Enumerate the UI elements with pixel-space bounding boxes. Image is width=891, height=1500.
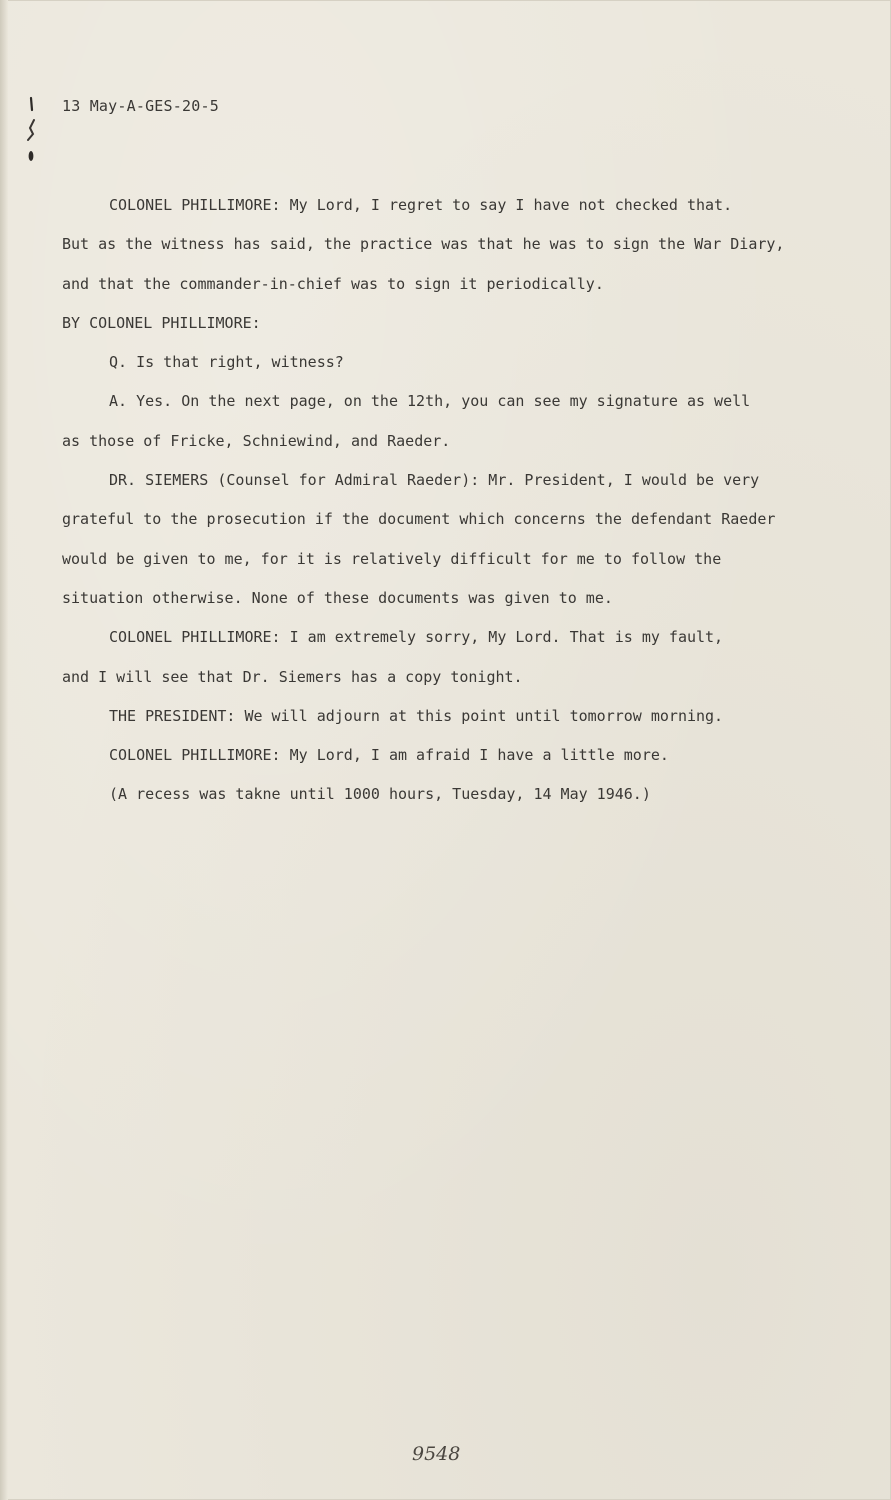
transcript-line: and that the commander-in-chief was to sign it periodically.	[62, 274, 604, 293]
page-edge-shadow	[0, 0, 8, 1500]
transcript-line: grateful to the prosecution if the document which concerns the defendant Raeder	[62, 510, 776, 529]
transcript-line: COLONEL PHILLIMORE: My Lord, I regret to say I have not checked that.	[109, 196, 733, 214]
transcript-line: COLONEL PHILLIMORE: My Lord, I am afraid I have a little more.	[109, 746, 669, 765]
page-number: 9548	[412, 1443, 461, 1465]
transcript-line: A. Yes. On the next page, on the 12th, you can see my signature as well	[109, 392, 751, 411]
transcript-line: DR. SIEMERS (Counsel for Admiral Raeder): Mr. President, I would be very	[109, 471, 760, 490]
transcript-line: Q. Is that right, witness?	[109, 353, 344, 372]
transcript-line: and I will see that Dr. Siemers has a copy tonight.	[62, 667, 523, 686]
transcript-line: situation otherwise. None of these documents was given to me.	[62, 588, 613, 607]
transcript-body	[62, 192, 852, 821]
transcript-line: THE PRESIDENT: We will adjourn at this point until tomorrow morning.	[109, 706, 724, 725]
transcript-line: But as the witness has said, the practice was that he was to sign the War Diary,	[62, 235, 785, 254]
transcript-line: as those of Fricke, Schniewind, and Raeder.	[62, 431, 451, 450]
transcript-line: COLONEL PHILLIMORE: I am extremely sorry, My Lord. That is my fault,	[109, 628, 724, 647]
transcript-line: (A recess was takne until 1000 hours, Tuesday, 14 May 1946.)	[109, 785, 651, 804]
binding-hole-marks	[22, 96, 38, 166]
transcript-line: would be given to me, for it is relatively difficult for me to follow the	[62, 549, 722, 568]
transcript-line: BY COLONEL PHILLIMORE:	[62, 313, 261, 332]
document-reference: 13 May-A-GES-20-5	[62, 97, 219, 115]
